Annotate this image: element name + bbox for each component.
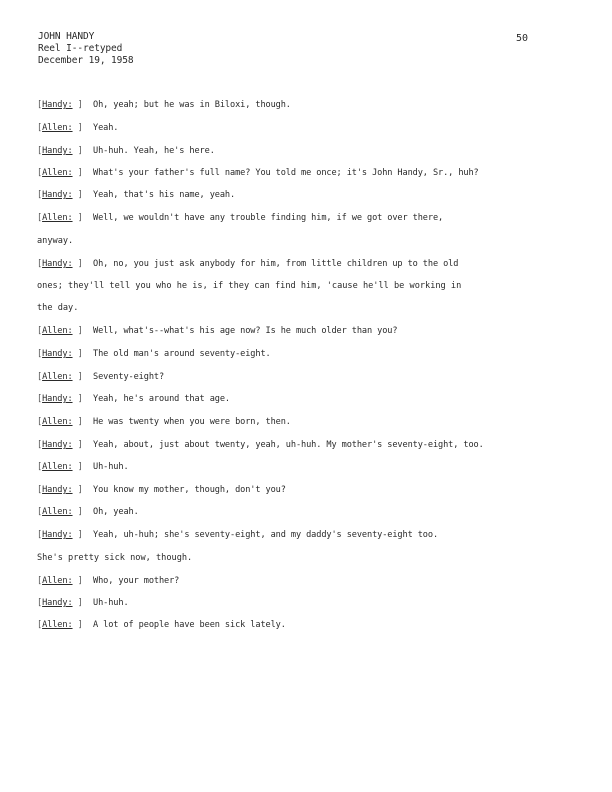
bracket-open: [: [37, 146, 43, 156]
header-date: December 19, 1958: [38, 55, 134, 66]
speaker-name: Allen:: [42, 576, 73, 586]
bracket-close: ]: [72, 417, 83, 427]
speaker-label: [37, 576, 93, 586]
line-text: Well, what's--what's his age now? Is he much older than you?: [93, 326, 398, 336]
bracket-open: [: [37, 576, 43, 586]
line-text: You know my mother, though, don't you?: [93, 485, 286, 495]
line-text: Oh, no, you just ask anybody for him, from little children up to the old: [93, 259, 459, 269]
line-text: Seventy-eight?: [93, 372, 165, 382]
line-text: anyway.: [37, 236, 74, 246]
bracket-close: ]: [72, 123, 83, 133]
transcript-line: [37, 485, 286, 495]
transcript-line: [37, 598, 129, 608]
bracket-open: [: [37, 507, 43, 517]
speaker-name: Handy:: [42, 259, 73, 269]
speaker-label: [37, 100, 93, 110]
speaker-label: [37, 462, 93, 472]
transcript-line: [37, 530, 438, 540]
bracket-open: [: [37, 417, 43, 427]
speaker-name: Allen:: [42, 620, 73, 630]
speaker-label: [37, 213, 93, 223]
speaker-name: Allen:: [42, 213, 73, 223]
speaker-name: Handy:: [42, 394, 73, 404]
bracket-open: [: [37, 123, 43, 133]
transcript-line: [37, 440, 484, 450]
transcript-line: [37, 507, 139, 517]
line-text: What's your father's full name? You told me once; it's John Handy, Sr., huh?: [93, 168, 479, 178]
bracket-close: ]: [72, 100, 83, 110]
bracket-close: ]: [72, 349, 83, 359]
bracket-open: [: [37, 100, 43, 110]
bracket-open: [: [37, 259, 43, 269]
line-text: the day.: [37, 303, 79, 313]
bracket-close: ]: [72, 507, 83, 517]
speaker-label: [37, 530, 93, 540]
speaker-label: [37, 440, 93, 450]
speaker-name: Handy:: [42, 440, 73, 450]
transcript-line: [37, 146, 215, 156]
line-text: Yeah, he's around that age.: [93, 394, 230, 404]
speaker-name: Allen:: [42, 123, 73, 133]
line-text: The old man's around seventy-eight.: [93, 349, 271, 359]
transcript-continuation: [37, 303, 78, 313]
bracket-open: [: [37, 620, 43, 630]
speaker-name: Handy:: [42, 146, 73, 156]
speaker-label: [37, 417, 93, 427]
speaker-label: [37, 507, 93, 517]
transcript-line: [37, 349, 271, 359]
bracket-close: ]: [72, 372, 83, 382]
speaker-name: Allen:: [42, 507, 73, 517]
bracket-close: ]: [72, 462, 83, 472]
speaker-label: [37, 598, 93, 608]
bracket-close: ]: [72, 576, 83, 586]
speaker-name: Handy:: [42, 190, 73, 200]
speaker-name: Handy:: [42, 530, 73, 540]
speaker-label: [37, 146, 93, 156]
line-text: Yeah.: [93, 123, 119, 133]
transcript-line: [37, 394, 230, 404]
page-number: 50: [516, 33, 529, 44]
transcript-line: [37, 123, 118, 133]
transcript-line: [37, 576, 179, 586]
line-text: Oh, yeah.: [93, 507, 139, 517]
bracket-close: ]: [72, 190, 83, 200]
bracket-close: ]: [72, 213, 83, 223]
speaker-label: [37, 620, 93, 630]
speaker-name: Allen:: [42, 372, 73, 382]
transcript-line: [37, 372, 164, 382]
transcript-line: [37, 462, 129, 472]
transcript-continuation: [37, 236, 73, 246]
speaker-name: Allen:: [42, 417, 73, 427]
speaker-name: Handy:: [42, 349, 73, 359]
bracket-open: [: [37, 485, 43, 495]
line-text: Uh-huh. Yeah, he's here.: [93, 146, 215, 156]
bracket-close: ]: [72, 530, 83, 540]
line-text: Yeah, about, just about twenty, yeah, uh-huh. My mother's seventy-eight, too.: [93, 440, 484, 450]
line-text: Uh-huh.: [93, 598, 129, 608]
bracket-open: [: [37, 598, 43, 608]
transcript-continuation: [37, 281, 461, 291]
line-text: Yeah, that's his name, yeah.: [93, 190, 236, 200]
speaker-name: Allen:: [42, 168, 73, 178]
bracket-open: [: [37, 530, 43, 540]
transcript-line: [37, 100, 291, 110]
bracket-open: [: [37, 326, 43, 336]
bracket-open: [: [37, 168, 43, 178]
line-text: A lot of people have been sick lately.: [93, 620, 286, 630]
line-text: Oh, yeah; but he was in Biloxi, though.: [93, 100, 291, 110]
bracket-open: [: [37, 349, 43, 359]
transcript-line: [37, 326, 397, 336]
speaker-name: Handy:: [42, 485, 73, 495]
bracket-open: [: [37, 394, 43, 404]
header-reel: Reel I--retyped: [38, 43, 123, 54]
header-interviewee: JOHN HANDY: [38, 31, 95, 42]
speaker-label: [37, 394, 93, 404]
bracket-close: ]: [72, 394, 83, 404]
bracket-open: [: [37, 372, 43, 382]
speaker-name: Handy:: [42, 100, 73, 110]
bracket-close: ]: [72, 168, 83, 178]
line-text: He was twenty when you were born, then.: [93, 417, 291, 427]
document-header: [38, 31, 134, 67]
speaker-label: [37, 372, 93, 382]
speaker-name: Allen:: [42, 462, 73, 472]
line-text: Uh-huh.: [93, 462, 129, 472]
line-text: Who, your mother?: [93, 576, 180, 586]
speaker-label: [37, 349, 93, 359]
transcript-line: [37, 190, 235, 200]
bracket-close: ]: [72, 485, 83, 495]
speaker-label: [37, 190, 93, 200]
transcript-line: [37, 417, 291, 427]
bracket-close: ]: [72, 440, 83, 450]
speaker-name: Handy:: [42, 598, 73, 608]
line-text: Well, we wouldn't have any trouble finding him, if we got over there,: [93, 213, 444, 223]
speaker-label: [37, 485, 93, 495]
bracket-open: [: [37, 213, 43, 223]
speaker-label: [37, 326, 93, 336]
bracket-close: ]: [72, 146, 83, 156]
bracket-open: [: [37, 462, 43, 472]
transcript-continuation: [37, 553, 192, 563]
bracket-open: [: [37, 440, 43, 450]
speaker-label: [37, 123, 93, 133]
line-text: ones; they'll tell you who he is, if they can find him, 'cause he'll be working in: [37, 281, 462, 291]
bracket-open: [: [37, 190, 43, 200]
transcript-line: [37, 168, 479, 178]
transcript-line: [37, 620, 286, 630]
bracket-close: ]: [72, 326, 83, 336]
speaker-label: [37, 168, 93, 178]
transcript-line: [37, 213, 443, 223]
line-text: Yeah, uh-huh; she's seventy-eight, and my daddy's seventy-eight too.: [93, 530, 439, 540]
speaker-name: Allen:: [42, 326, 73, 336]
bracket-close: ]: [72, 598, 83, 608]
bracket-close: ]: [72, 620, 83, 630]
speaker-label: [37, 259, 93, 269]
bracket-close: ]: [72, 259, 83, 269]
transcript-line: [37, 259, 458, 269]
line-text: She's pretty sick now, though.: [37, 553, 193, 563]
